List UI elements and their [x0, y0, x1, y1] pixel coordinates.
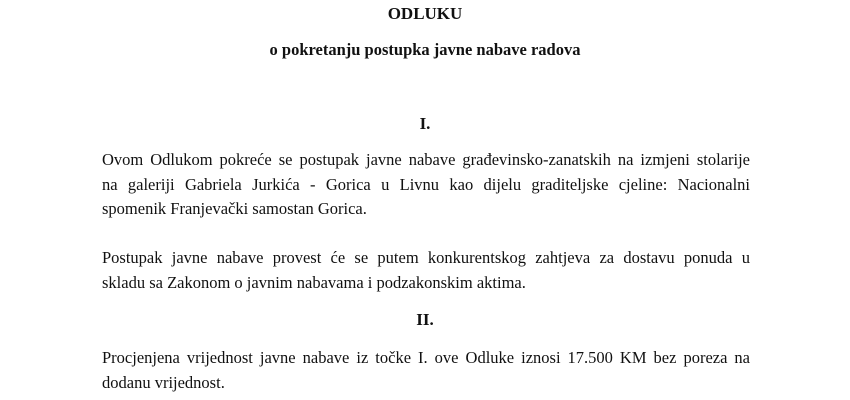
- paragraph-line: Postupak javne nabave provest će se putem konkurentskog zahtjeva za dostavu ponuda u: [102, 248, 750, 267]
- paragraph-3: [102, 346, 750, 395]
- paragraph-2: [102, 246, 750, 295]
- paragraph-line: na galeriji Gabriela Jurkića - Gorica u Livnu kao dijelu graditeljske cjeline: Nacionalni: [102, 174, 750, 194]
- section-number-2: II.: [416, 310, 434, 329]
- paragraph-line: dodanu vrijednost.: [102, 372, 225, 392]
- document-subtitle: o pokretanju postupka javne nabave radova: [269, 40, 581, 59]
- document-title: ODLUKU: [387, 4, 463, 23]
- paragraph-1: [102, 148, 750, 222]
- section-number-1: I.: [419, 114, 431, 133]
- paragraph-line: spomenik Franjevački samostan Gorica.: [102, 199, 367, 218]
- paragraph-line: skladu sa Zakonom o javnim nabavama i podzakonskim aktima.: [102, 272, 526, 292]
- paragraph-line: Ovom Odlukom pokreće se postupak javne nabave građevinsko-zanatskih na izmjeni stolarije: [102, 150, 750, 169]
- paragraph-line: Procjenjena vrijednost javne nabave iz točke I. ove Odluke iznosi 17.500 KM bez poreza na: [102, 348, 750, 367]
